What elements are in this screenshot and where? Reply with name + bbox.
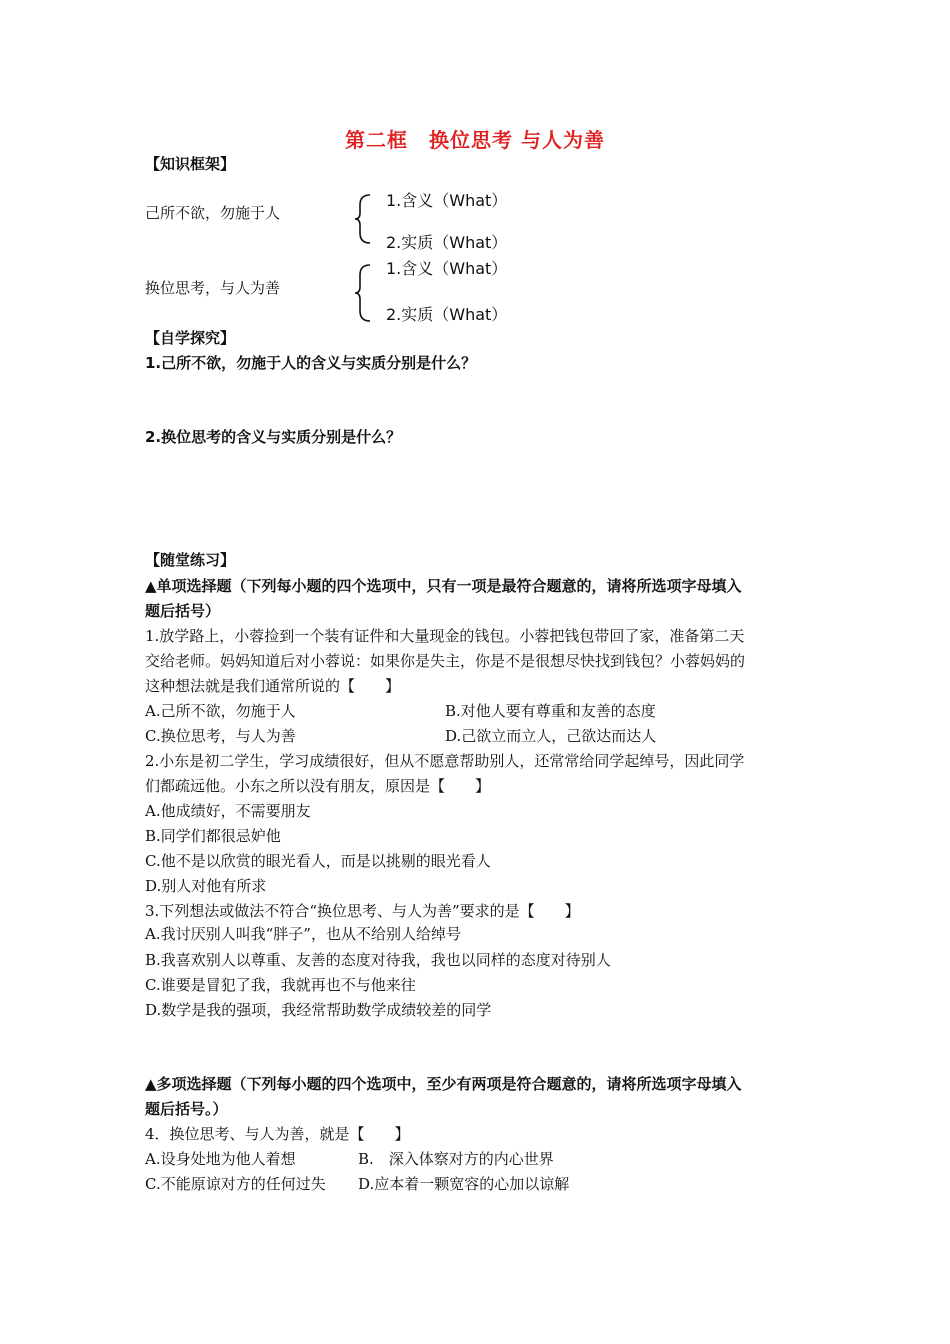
question-2-option-a: A.他成绩好，不需要朋友 [145, 802, 311, 820]
question-4-option-c: C.不能原谅对方的任何过失 [145, 1175, 326, 1193]
question-1-option-c: C.换位思考，与人为善 [145, 727, 296, 745]
question-1-line-1: 1.放学路上，小蓉捡到一个装有证件和大量现金的钱包。小蓉把钱包带回了家，准备第二天 [145, 627, 745, 645]
question-3-option-c: C.谁要是冒犯了我，我就再也不与他来往 [145, 976, 416, 994]
question-3-option-a: A.我讨厌别人叫我“胖子”，也从不给别人给绰号 [145, 925, 461, 943]
question-2-option-b: B.同学们都很忌妒他 [145, 827, 281, 845]
question-2-option-d: D.别人对他有所求 [145, 877, 267, 895]
topic-1-item-2: 2.实质（What） [386, 233, 508, 252]
question-3-option-b: B.我喜欢别人以尊重、友善的态度对待我，我也以同样的态度对待别人 [145, 951, 611, 969]
question-3-option-d: D.数学是我的强项，我经常帮助数学成绩较差的同学 [145, 1001, 492, 1019]
question-2-line-1: 2.小东是初二学生，学习成绩很好，但从不愿意帮助别人，还常常给同学起绰号，因此同学 [145, 752, 745, 770]
topic-2-item-2: 2.实质（What） [386, 305, 508, 324]
question-1-option-d: D.己欲立而立人，己欲达而达人 [445, 727, 657, 745]
page-title: 第二框 换位思考 与人为善 [345, 128, 605, 152]
question-2-option-c: C.他不是以欣赏的眼光看人，而是以挑剔的眼光看人 [145, 852, 491, 870]
topic-1-item-1: 1.含义（What） [386, 191, 508, 210]
framework-heading: 【知识框架】 [145, 155, 236, 173]
question-1-line-3: 这种想法就是我们通常所说的【 】 [145, 677, 401, 695]
question-1-option-a: A.己所不欲，勿施于人 [145, 702, 296, 720]
multi-choice-intro-line-2: 题后括号。） [145, 1100, 228, 1118]
question-1-option-b: B.对他人要有尊重和友善的态度 [445, 702, 656, 720]
question-4-stem: 4．换位思考、与人为善，就是【 】 [145, 1125, 410, 1143]
practice-heading: 【随堂练习】 [145, 551, 236, 569]
multi-choice-intro-line-1: ▲多项选择题（下列每小题的四个选项中，至少有两项是符合题意的，请将所选项字母填入 [145, 1075, 742, 1093]
question-4-option-a: A.设身处地为他人着想 [145, 1150, 296, 1168]
framework-topic-1: 己所不欲，勿施于人 [145, 204, 281, 222]
question-4-option-d: D.应本着一颗宽容的心加以谅解 [358, 1175, 570, 1193]
single-choice-intro-line-2: 题后括号） [145, 602, 221, 620]
brace-1 [352, 193, 374, 245]
brace-2 [352, 263, 374, 323]
self-study-heading: 【自学探究】 [145, 329, 236, 347]
topic-2-item-1: 1.含义（What） [386, 259, 508, 278]
single-choice-intro-line-1: ▲单项选择题（下列每小题的四个选项中，只有一项是最符合题意的，请将所选项字母填入 [145, 577, 742, 595]
question-2-line-2: 们都疏远他。小东之所以没有朋友，原因是【 】 [145, 777, 491, 795]
self-study-question-2: 2.换位思考的含义与实质分别是什么？ [145, 428, 402, 446]
self-study-question-1: 1.己所不欲，勿施于人的含义与实质分别是什么？ [145, 354, 477, 372]
question-3-stem: 3.下列想法或做法不符合“换位思考、与人为善”要求的是【 】 [145, 902, 580, 920]
question-4-option-b: B. 深入体察对方的内心世界 [358, 1150, 554, 1168]
question-1-line-2: 交给老师。妈妈知道后对小蓉说：如果你是失主，你是不是很想尽快找到钱包？小蓉妈妈的 [145, 652, 746, 670]
framework-topic-2: 换位思考，与人为善 [145, 279, 281, 297]
